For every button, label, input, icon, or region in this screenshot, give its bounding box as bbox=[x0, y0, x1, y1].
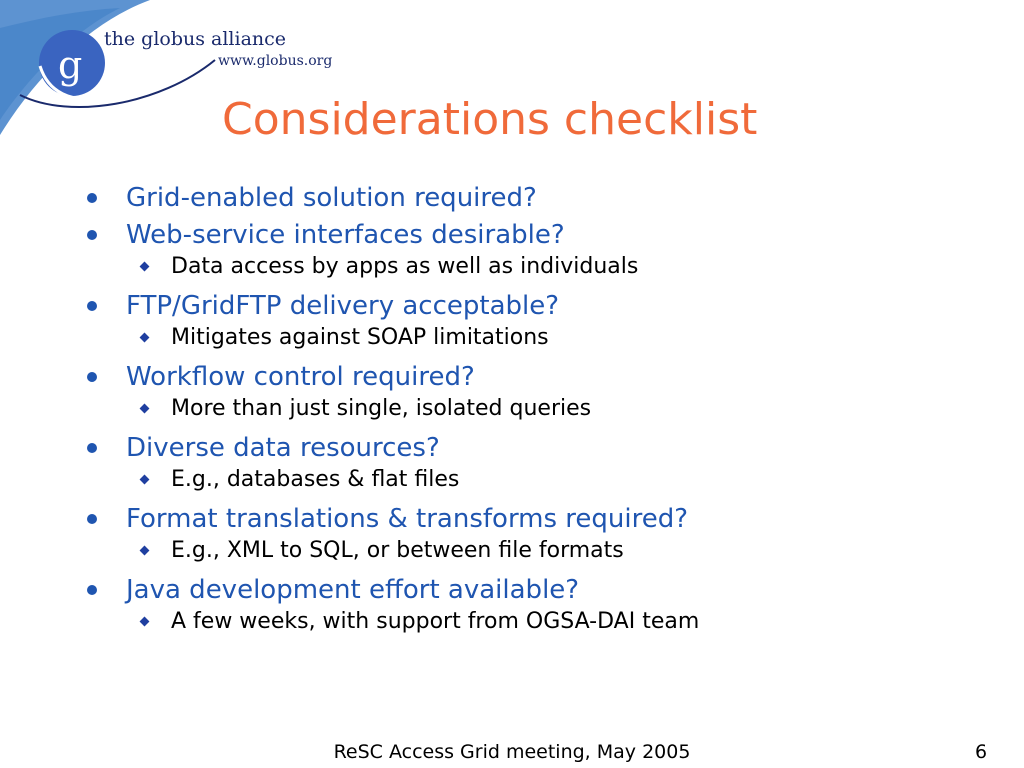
diamond-bullet bbox=[140, 333, 150, 343]
sub-bullet-item bbox=[0, 609, 1024, 643]
sub-bullet-text: E.g., databases & flat files bbox=[171, 467, 460, 492]
footer-text: ReSC Access Grid meeting, May 2005 bbox=[333, 741, 691, 763]
bullet-item bbox=[0, 359, 1024, 396]
brand-name: the globus alliance bbox=[104, 28, 287, 50]
bullet-dot bbox=[87, 230, 97, 240]
sub-bullet-item bbox=[0, 396, 1024, 430]
bullet-dot bbox=[87, 443, 97, 453]
bullet-text: Format translations & transforms required? bbox=[126, 504, 689, 534]
bullet-dot bbox=[87, 193, 97, 203]
bullet-dot bbox=[87, 514, 97, 524]
logo-letter: g bbox=[58, 43, 83, 87]
diamond-bullet bbox=[140, 262, 150, 272]
bullet-item bbox=[0, 288, 1024, 325]
diamond-bullet bbox=[140, 617, 150, 627]
bullet-text: Java development effort available? bbox=[126, 575, 580, 605]
slide-title: Considerations checklist bbox=[222, 94, 758, 145]
sub-bullet-item bbox=[0, 325, 1024, 359]
bullet-dot bbox=[87, 301, 97, 311]
sub-bullet-text: A few weeks, with support from OGSA-DAI team bbox=[171, 609, 700, 634]
sub-bullet-text: E.g., XML to SQL, or between file formats bbox=[171, 538, 624, 563]
bullet-text: Diverse data resources? bbox=[126, 433, 440, 463]
brand-url: www.globus.org bbox=[218, 53, 333, 69]
bullet-item bbox=[0, 180, 1024, 217]
bullet-text: Workflow control required? bbox=[126, 362, 475, 392]
bullet-text: Grid-enabled solution required? bbox=[126, 183, 537, 213]
sub-bullet-text: Data access by apps as well as individuals bbox=[171, 254, 639, 279]
bullet-item bbox=[0, 572, 1024, 609]
bullet-dot bbox=[87, 372, 97, 382]
sub-bullet-item bbox=[0, 254, 1024, 288]
bullet-list bbox=[0, 180, 1024, 643]
diamond-bullet bbox=[140, 404, 150, 414]
bullet-dot bbox=[87, 585, 97, 595]
diamond-bullet bbox=[140, 475, 150, 485]
bullet-item bbox=[0, 430, 1024, 467]
bullet-text: Web-service interfaces desirable? bbox=[126, 220, 565, 250]
diamond-bullet bbox=[140, 546, 150, 556]
page-number: 6 bbox=[975, 741, 988, 763]
bullet-item bbox=[0, 217, 1024, 254]
bullet-item bbox=[0, 501, 1024, 538]
sub-bullet-item bbox=[0, 538, 1024, 572]
globus-logo bbox=[0, 0, 240, 175]
sub-bullet-text: Mitigates against SOAP limitations bbox=[171, 325, 549, 350]
sub-bullet-text: More than just single, isolated queries bbox=[171, 396, 592, 421]
bullet-text: FTP/GridFTP delivery acceptable? bbox=[126, 291, 560, 321]
sub-bullet-item bbox=[0, 467, 1024, 501]
